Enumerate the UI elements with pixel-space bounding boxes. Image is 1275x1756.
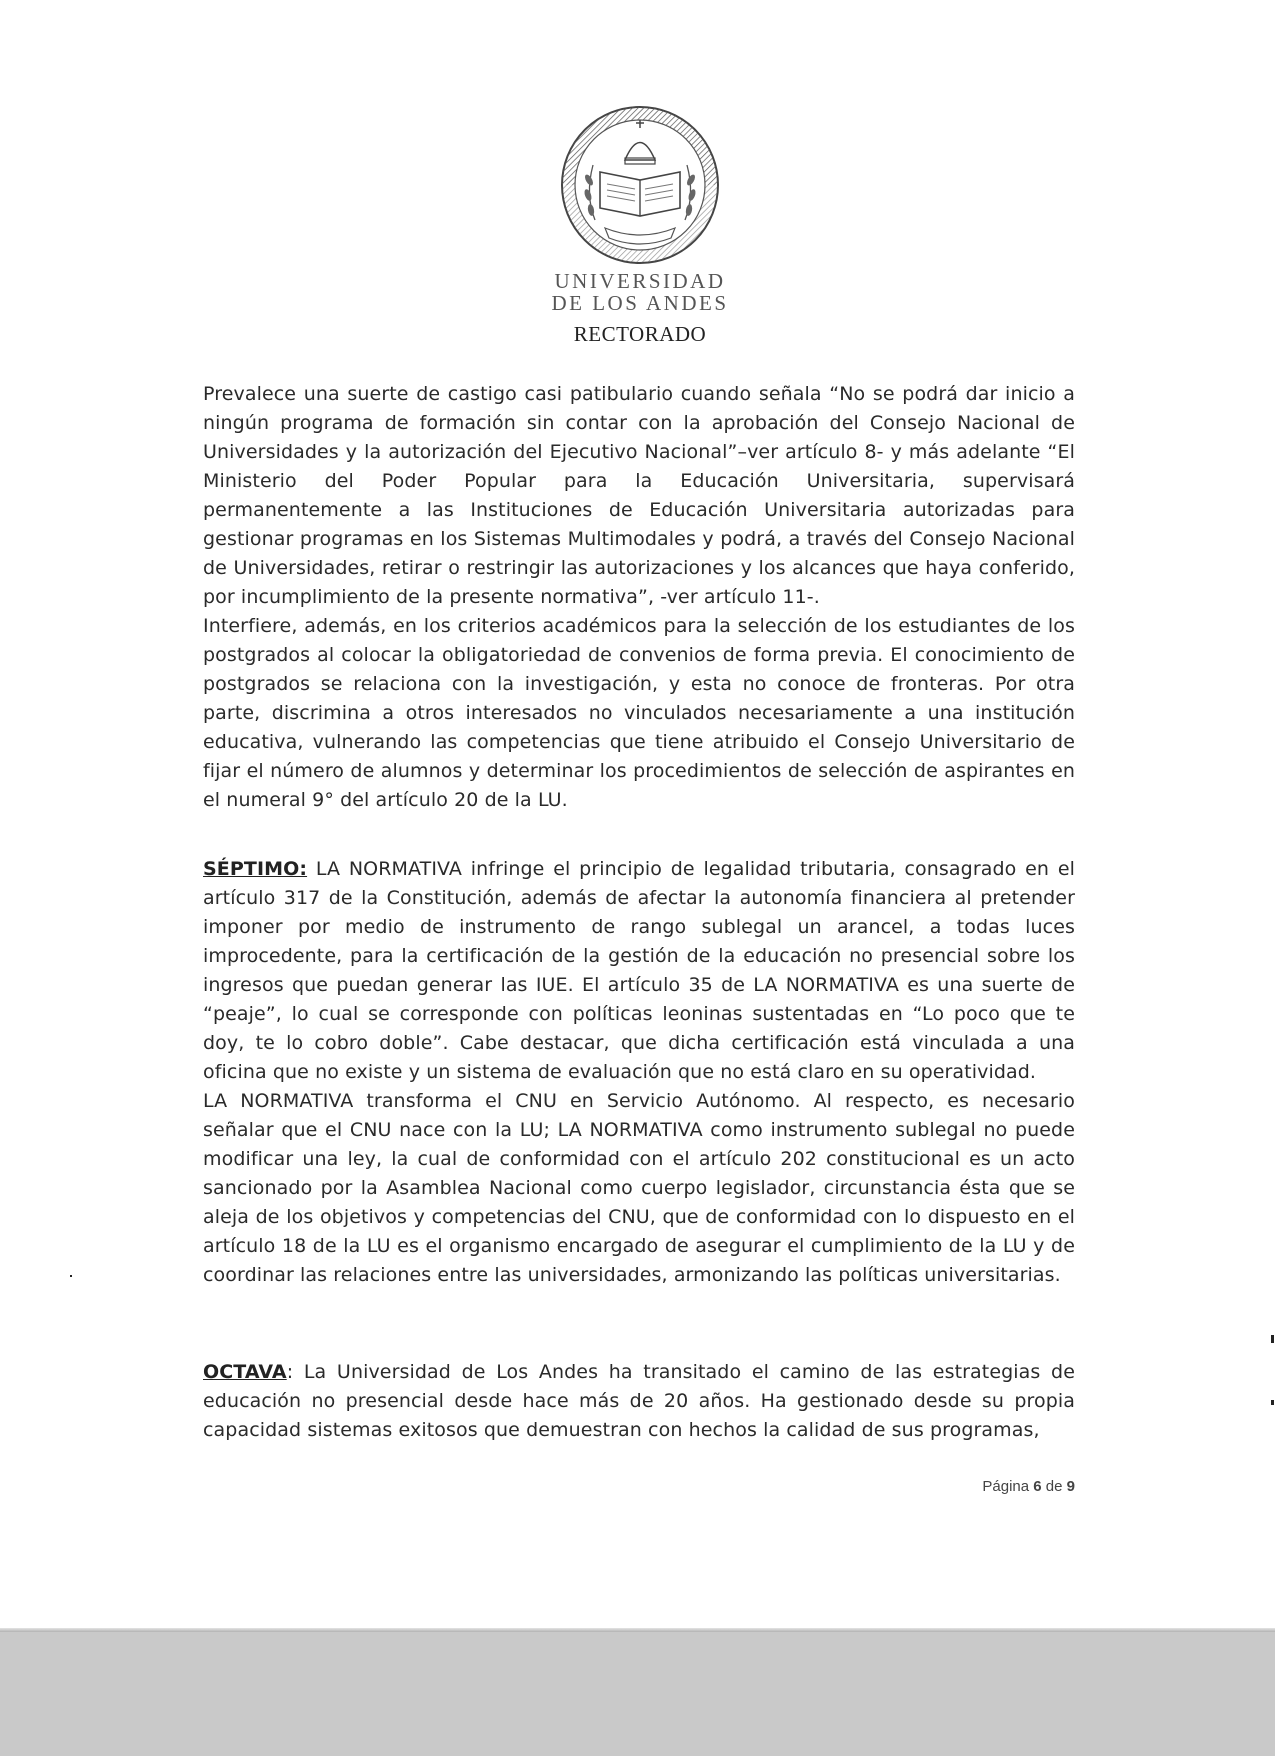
university-name-line1: UNIVERSIDAD <box>554 269 726 293</box>
heading-octava: OCTAVA <box>203 1361 287 1383</box>
office-name: RECTORADO <box>573 322 707 346</box>
university-seal-logo <box>555 100 725 270</box>
paragraph-interfiere: Interfiere, además, en los criterios académicos para la selección de los estudiantes de los postgrados al colocar la obligatoriedad de convenios de forma previa. El conocimiento de postgrados se relaciona con la investigación, y esta no conoce de fronteras. Por otra parte, discrimina a otros interesados no vinculados necesariamente a una institución educativa, vulnerando las competencias que tiene atribuido el Consejo Universitario de fijar el número de alumnos y determinar los procedimientos de selección de aspirantes en el numeral 9° del artículo 20 de la LU. <box>203 615 1075 811</box>
scan-artifact-mark <box>1271 1335 1274 1343</box>
paragraph-castigo: Prevalece una suerte de castigo casi patibulario cuando señala “No se podrá dar inicio a ningún programa de formación sin contar con la aprobación del Consejo Nacional de Universidades y la autorización del Ejecutivo Nacional”–ver artículo 8- y más adelante “El Ministerio del Poder Popular para la Educación Universitaria, supervisará permanentemente a las Instituciones de Educación Universitaria autorizadas para gestionar programas en los Sistemas Multimodales y podrá, a través del Consejo Nacional de Universidades, retirar o restringir las autorizaciones y los alcances que haya conferido, por incumplimiento de la presente normativa”, -ver artículo 11-. <box>203 383 1075 608</box>
octava-text: : La Universidad de Los Andes ha transitado el camino de las estrategias de educación no presencial desde hace más de 20 años. Ha gestionado desde su propia capacidad sistemas exitosos que demuestran con hechos la calidad de sus programas, <box>203 1361 1075 1441</box>
page-prefix: Página <box>982 1478 1034 1495</box>
page-current: 6 <box>1033 1478 1042 1495</box>
body-section-octava <box>203 1358 1075 1445</box>
body-section-septimo <box>203 855 1075 1290</box>
scan-bottom-background <box>0 1632 1275 1756</box>
page-middle: de <box>1041 1478 1067 1495</box>
paragraph-septimo <box>203 855 1075 1087</box>
heading-septimo: SÉPTIMO: <box>203 858 308 880</box>
page-number <box>850 1478 1075 1495</box>
scan-artifact-mark <box>1271 1400 1274 1405</box>
body-section-1 <box>203 380 1075 815</box>
university-name-line2: DE LOS ANDES <box>551 291 729 315</box>
septimo-text: LA NORMATIVA infringe el principio de legalidad tributaria, consagrado en el artículo 317 de la Constitución, además de afectar la autonomía financiera al pretender imponer por medio de instrumento de rango sublegal un arancel, a todas luces improcedente, para la certificación de la gestión de la educación no presencial sobre los ingresos que puedan generar las IUE. El artículo 35 de LA NORMATIVA es una suerte de “peaje”, lo cual se corresponde con políticas leoninas sustentadas en “Lo poco que te doy, te lo cobro doble”. Cabe destacar, que dicha certificación está vinculada a una oficina que no existe y un sistema de evaluación que no está claro en su operatividad. <box>203 858 1075 1083</box>
paragraph-octava <box>203 1358 1075 1445</box>
page-total: 9 <box>1066 1478 1075 1495</box>
paragraph-cnu: LA NORMATIVA transforma el CNU en Servicio Autónomo. Al respecto, es necesario señalar que el CNU nace con la LU; LA NORMATIVA como instrumento sublegal no puede modificar una ley, la cual de conformidad con el artículo 202 constitucional es un acto sancionado por la Asamblea Nacional como cuerpo legislador, circunstancia ésta que se aleja de los objetivos y competencias del CNU, que de conformidad con lo dispuesto en el artículo 18 de la LU es el organismo encargado de asegurar el cumplimiento de la LU y de coordinar las relaciones entre las universidades, armonizando las políticas universitarias. <box>203 1090 1075 1286</box>
scan-artifact-dot <box>70 1275 72 1277</box>
